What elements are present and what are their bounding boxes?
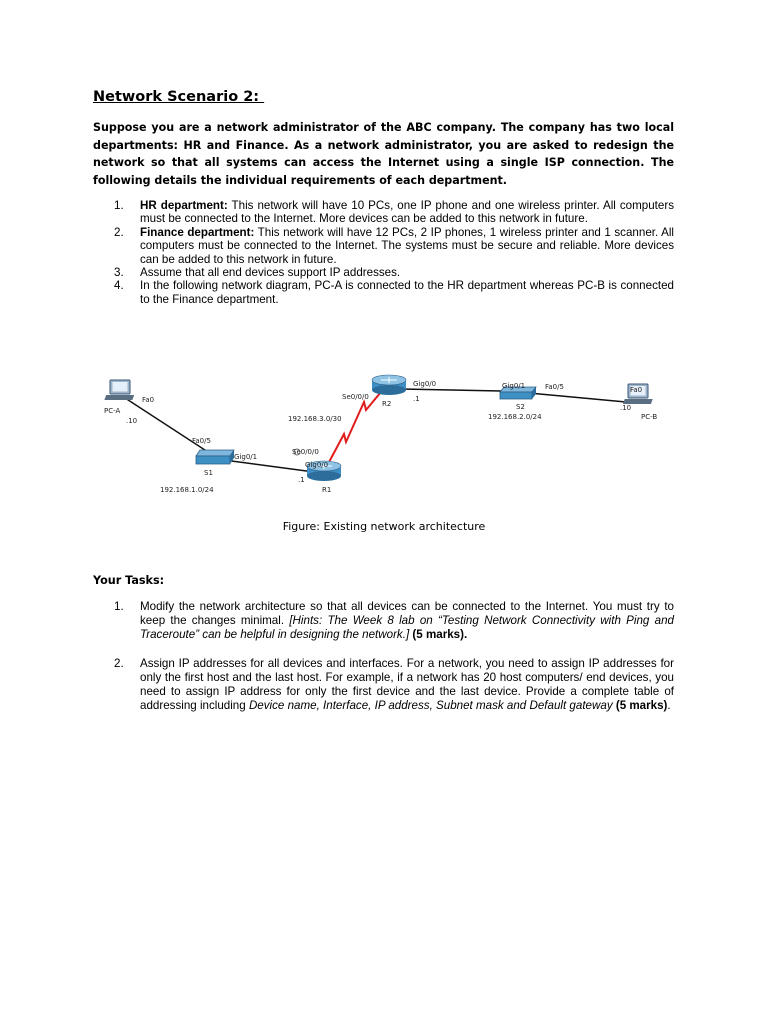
list-number: 1. (114, 199, 124, 212)
list-item (114, 199, 674, 226)
requirement-text: Assume that all end devices support IP addresses. (140, 266, 401, 280)
pc-a-port: Fa0 (142, 396, 155, 404)
task-end: . (667, 699, 671, 713)
list-item (114, 279, 674, 306)
task-hint: [Hints: The Week 8 lab on “Testing Network Connectivity with Ping and Traceroute” can be helpful in designing the network.] (140, 614, 674, 642)
list-number: 4. (114, 279, 124, 293)
list-item (114, 226, 674, 266)
requirement-text: In the following network diagram, PC-A is connected to the HR department whereas PC-B is connected to the Finance department. (140, 279, 674, 306)
pc-a-icon (104, 380, 134, 400)
scenario-heading: Network Scenario 2: (93, 89, 265, 105)
list-item (114, 657, 674, 714)
pc-b-ip: .10 (620, 404, 632, 412)
pc-b-port: Fa0 (630, 386, 643, 394)
switch-s1-icon (196, 450, 234, 464)
r2-label: R2 (382, 400, 392, 408)
requirement-text: This network will have 10 PCs, one IP phone and one wireless printer. All computers must be connected to the Internet. More devices can be added to this network in future. (140, 199, 674, 226)
link-r2-s2 (401, 389, 501, 391)
pc-b-label: PC-B (641, 413, 658, 421)
figure-caption: Figure: Existing network architecture (282, 520, 486, 533)
network-2-label: 192.168.2.0/24 (488, 413, 542, 421)
task-text: Assign IP addresses for all devices and interfaces. For a network, you need to assign IP addresses for only the first host and the last host. For example, if a network has 20 host computers/ end devices, you need to assign IP address for only the first device and the last device. Provide a complete table of addressing including (140, 656, 674, 713)
r2-serial-port: Se0/0/0 (342, 393, 369, 401)
department-label: Finance department: (140, 225, 255, 239)
list-number: 2. (114, 225, 124, 239)
s1-port-pc: Fa0/5 (192, 437, 211, 445)
s1-port-r1: Gig0/1 (234, 453, 258, 461)
department-label: HR department: (140, 199, 228, 212)
r1-ip: .1 (298, 476, 305, 484)
r1-gig-port: Gig0/0 (305, 461, 329, 469)
pc-a-ip: .10 (126, 417, 138, 425)
network-diagram (96, 368, 676, 508)
list-number: 1. (114, 600, 124, 613)
requirements-list (114, 199, 674, 306)
r1-label: R1 (322, 486, 332, 494)
list-number: 3. (114, 266, 124, 280)
tasks-list (114, 600, 674, 713)
link-s1-r1 (224, 460, 314, 472)
s2-port-r2: Gig0/1 (502, 382, 526, 390)
list-number: 2. (114, 656, 124, 670)
s2-label: S2 (516, 403, 525, 411)
r1-serial-port: Se0/0/0 (292, 448, 319, 456)
serial-link-r1-r2 (328, 392, 381, 464)
tasks-heading: Your Tasks: (93, 574, 165, 587)
task-text: Modify the network architecture so that all devices can be connected to the Internet. You must try to keep the changes minimal. (140, 600, 674, 628)
requirement-text: This network will have 12 PCs, 2 IP phones, 1 wireless printer and 1 scanner. All computers must be connected to the Internet. The systems must be secure and reliable. More devices can be added to this network in future. (140, 225, 674, 266)
router-r2-icon (372, 375, 406, 395)
r2-gig-port: Gig0/0 (413, 380, 437, 388)
s1-label: S1 (204, 469, 213, 477)
list-item (114, 600, 674, 643)
task-marks: (5 marks) (612, 699, 668, 713)
serial-network-label: 192.168.3.0/30 (288, 415, 342, 423)
task-fields: Device name, Interface, IP address, Subnet mask and Default gateway (248, 699, 613, 713)
list-item (114, 266, 674, 279)
pc-a-label: PC-A (104, 407, 121, 415)
intro-paragraph: Suppose you are a network administrator of the ABC company. The company has two local departments: HR and Finance. As a network administrator, you are asked to redesign the network so that all systems can access the Internet using a single ISP connection. The following details the individual requirements of each department. (93, 121, 674, 187)
task-marks: (5 marks). (409, 628, 468, 642)
network-1-label: 192.168.1.0/24 (160, 486, 214, 494)
s2-port-pc: Fa0/5 (545, 383, 564, 391)
r2-ip: .1 (413, 395, 420, 403)
